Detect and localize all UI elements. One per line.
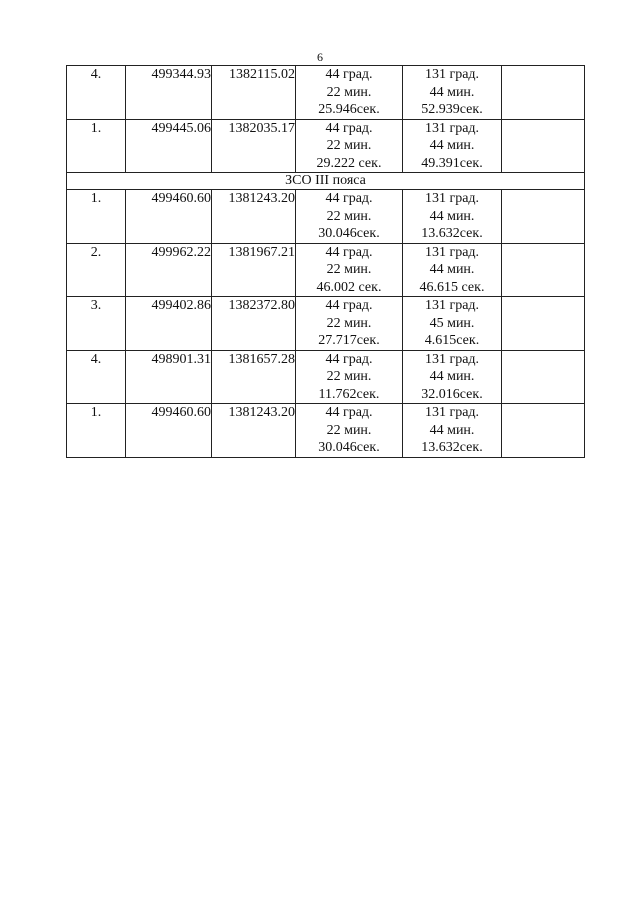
empty-cell [502, 243, 585, 297]
empty-cell [502, 404, 585, 458]
longitude-part: 13.632сек. [421, 226, 483, 241]
latitude-part: 22 мин. [326, 208, 372, 224]
y-coordinate-cell: 1381243.20 [212, 190, 296, 244]
longitude-part: 44 мин. [429, 422, 475, 438]
point-number-cell: 1. [67, 119, 126, 173]
longitude-part: 46.615 сек. [419, 279, 485, 295]
y-coordinate-cell: 1382035.17 [212, 119, 296, 173]
longitude-part: 4.615сек. [424, 333, 480, 348]
x-coordinate-cell: 499962.22 [126, 243, 212, 297]
latitude-part: 44 град. [325, 67, 373, 82]
latitude-part: 27.717сек. [318, 333, 380, 348]
table-row [67, 350, 585, 404]
latitude-part: 29.222 сек. [316, 155, 382, 171]
x-coordinate-cell: 499402.86 [126, 297, 212, 351]
page-number: 6 [317, 50, 323, 64]
empty-cell [502, 119, 585, 173]
x-coordinate-cell: 498901.31 [126, 350, 212, 404]
y-coordinate-cell: 1381967.21 [212, 243, 296, 297]
longitude-part: 44 мин. [429, 369, 475, 384]
latitude-part: 44 град. [325, 351, 373, 367]
point-number-cell: 1. [67, 190, 126, 244]
latitude-part: 44 град. [325, 405, 373, 420]
longitude-part: 44 мин. [429, 138, 475, 153]
latitude-cell [296, 350, 403, 404]
point-number-cell: 4. [67, 66, 126, 120]
longitude-cell [403, 350, 502, 404]
latitude-part: 44 град. [325, 244, 373, 260]
longitude-part: 45 мин. [429, 315, 475, 331]
point-number-cell: 4. [67, 350, 126, 404]
x-coordinate-cell: 499460.60 [126, 190, 212, 244]
y-coordinate-cell: 1381657.28 [212, 350, 296, 404]
table-row [67, 119, 585, 173]
longitude-cell [403, 404, 502, 458]
point-number-cell: 3. [67, 297, 126, 351]
y-coordinate-cell: 1381243.20 [212, 404, 296, 458]
empty-cell [502, 66, 585, 120]
table-row [67, 297, 585, 351]
section-row [67, 173, 585, 190]
table-row [67, 190, 585, 244]
longitude-cell [403, 190, 502, 244]
latitude-cell [296, 297, 403, 351]
latitude-cell [296, 404, 403, 458]
latitude-cell [296, 243, 403, 297]
latitude-part: 22 мин. [326, 262, 372, 277]
latitude-part: 30.046сек. [318, 226, 380, 241]
latitude-part: 22 мин. [326, 84, 372, 100]
longitude-cell [403, 243, 502, 297]
longitude-part: 131 град. [424, 120, 480, 136]
longitude-part: 44 мин. [429, 262, 475, 277]
latitude-part: 44 град. [325, 191, 373, 206]
longitude-part: 52.939сек. [421, 102, 483, 117]
x-coordinate-cell: 499445.06 [126, 119, 212, 173]
x-coordinate-cell: 499460.60 [126, 404, 212, 458]
longitude-part: 44 мин. [429, 84, 475, 100]
longitude-part: 32.016сек. [421, 386, 483, 402]
longitude-cell [403, 297, 502, 351]
latitude-cell [296, 119, 403, 173]
latitude-part: 22 мин. [326, 138, 372, 153]
longitude-part: 131 град. [424, 351, 480, 367]
latitude-part: 22 мин. [326, 315, 372, 331]
latitude-part: 25.946сек. [318, 102, 380, 117]
table-row [67, 404, 585, 458]
y-coordinate-cell: 1382115.02 [212, 66, 296, 120]
latitude-part: 11.762сек. [318, 386, 380, 402]
longitude-part: 13.632сек. [421, 440, 483, 455]
latitude-cell [296, 190, 403, 244]
section-title: ЗСО III пояса [67, 173, 585, 190]
point-number-cell: 1. [67, 404, 126, 458]
empty-cell [502, 190, 585, 244]
longitude-part: 131 град. [424, 191, 480, 206]
y-coordinate-cell: 1382372.80 [212, 297, 296, 351]
latitude-part: 22 мин. [326, 369, 372, 384]
coordinates-table [66, 65, 585, 458]
longitude-part: 131 град. [424, 67, 480, 82]
point-number-cell: 2. [67, 243, 126, 297]
longitude-part: 131 град. [424, 405, 480, 420]
empty-cell [502, 297, 585, 351]
empty-cell [502, 350, 585, 404]
longitude-part: 44 мин. [429, 208, 475, 224]
latitude-part: 44 град. [325, 120, 373, 136]
latitude-cell [296, 66, 403, 120]
x-coordinate-cell: 499344.93 [126, 66, 212, 120]
longitude-part: 131 град. [424, 244, 480, 260]
table-row [67, 66, 585, 120]
table-row [67, 243, 585, 297]
longitude-part: 49.391сек. [421, 155, 483, 171]
longitude-cell [403, 66, 502, 120]
latitude-part: 22 мин. [326, 422, 372, 438]
longitude-cell [403, 119, 502, 173]
longitude-part: 131 град. [424, 298, 480, 313]
latitude-part: 44 град. [325, 298, 373, 313]
latitude-part: 30.046сек. [318, 440, 380, 455]
latitude-part: 46.002 сек. [316, 279, 382, 295]
